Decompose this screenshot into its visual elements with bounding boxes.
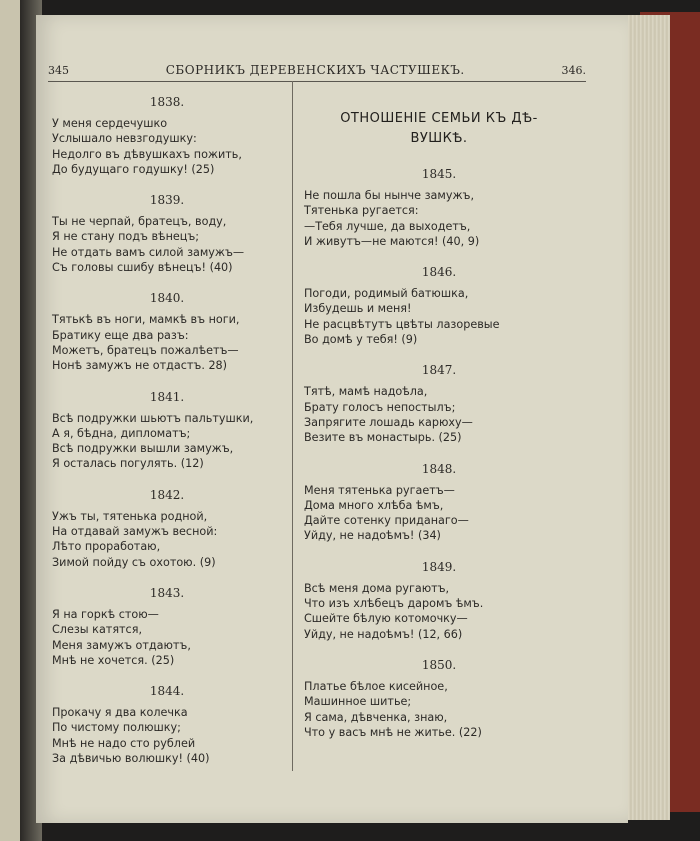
- left-column: [52, 95, 282, 782]
- verse-line: На отдавай замужъ весной:: [52, 525, 218, 539]
- verse-number: 1843.: [149, 585, 185, 600]
- verse-line: Погоди, родимый батюшка,: [304, 287, 469, 301]
- verse-line: Ужъ ты, тятенька родной,: [52, 509, 208, 523]
- verse-line: Всѣ подружки шьютъ пальтушки,: [52, 411, 254, 425]
- page-number-left: 345: [48, 63, 69, 77]
- verse-line: Тятенька ругается:: [304, 204, 419, 218]
- verse-line: Мнѣ не хочется. (25): [52, 653, 175, 667]
- verse-number: 1850.: [421, 657, 457, 672]
- verse-line: Тятькѣ въ ноги, мамкѣ въ ноги,: [52, 313, 240, 327]
- verse-line: Не расцвѣтутъ цвѣты лазоревые: [304, 317, 500, 331]
- verse-line: Брату голосъ непостылъ;: [304, 400, 456, 414]
- running-title: СБОРНИКЪ ДЕРЕВЕНСКИХЪ ЧАСТУШЕКЪ.: [165, 63, 465, 77]
- verse-entry: [304, 167, 574, 249]
- verse-number: 1845.: [421, 167, 457, 181]
- page-header: [48, 59, 586, 82]
- verse-line: Меня замужъ отдаютъ,: [52, 638, 191, 652]
- verse-entry: [52, 95, 282, 177]
- verse-line: Я на горкѣ стою—: [52, 607, 159, 621]
- verse-line: Можетъ, братецъ пожалѣетъ—: [52, 343, 239, 357]
- verse-number: 1840.: [149, 291, 185, 306]
- verse-line: Уйду, не надоѣмъ! (12, 66): [304, 627, 463, 641]
- verse-number: 1842.: [149, 487, 185, 502]
- verse-line: Лѣто проработаю,: [52, 540, 161, 554]
- verse-line: Мнѣ не надо сто рублей: [52, 736, 196, 750]
- verse-line: А я, бѣдна, дипломатъ;: [52, 426, 191, 440]
- verse-line: Избудешь и меня!: [304, 302, 412, 316]
- verse-line: Я сама, дѣвченка, знаю,: [304, 710, 448, 724]
- verse-line: Нонѣ замужъ не отдастъ. 28): [52, 359, 228, 373]
- verse-line: У меня сердечушко: [52, 117, 168, 130]
- verse-line: Всѣ меня дома ругаютъ,: [304, 581, 450, 595]
- verse-line: Запрягите лошадь карюху—: [304, 415, 473, 429]
- verse-line: Услышало невзгодушку:: [52, 132, 197, 146]
- verse-number: 1844.: [149, 684, 185, 699]
- verse-line: Я осталась погулять. (12): [52, 457, 204, 471]
- verse-number: 1847.: [421, 363, 457, 378]
- verse-line: Прокачу я два колечка: [52, 706, 188, 720]
- verse-line: Во домѣ у тебя! (9): [304, 333, 418, 347]
- verse-line: Зимой пойду съ охотою. (9): [52, 555, 216, 569]
- verse-entry: [52, 586, 282, 668]
- verse-line: И живутъ—не маются! (40, 9): [304, 234, 480, 248]
- verse-line: Дома много хлѣба ѣмъ,: [304, 498, 444, 512]
- verse-line: —Тебя лучше, да выходетъ,: [304, 219, 471, 233]
- verse-line: По чистому полюшку;: [52, 721, 181, 735]
- verse-line: Уйду, не надоѣмъ! (34): [304, 529, 441, 543]
- verse-line: Братику еще два разъ:: [52, 328, 189, 342]
- verse-number: 1841.: [149, 389, 185, 404]
- verse-line: За дѣвичью волюшку! (40): [52, 752, 210, 766]
- verse-line: Не пошла бы нынче замужъ,: [304, 189, 475, 202]
- verse-line: Слезы катятся,: [52, 623, 142, 637]
- verse-line: Всѣ подружки вышли замужъ,: [52, 442, 234, 456]
- verse-entry: [52, 193, 282, 275]
- verse-entry: [304, 560, 574, 642]
- verse-line: Платье бѣлое кисейное,: [304, 679, 448, 693]
- verse-line: Сшейте бѣлую котомочку—: [304, 612, 468, 626]
- verse-line: Везите въ монастырь. (25): [304, 431, 462, 445]
- verse-line: Дайте сотенку приданаго—: [304, 514, 469, 528]
- verse-line: Съ головы сшибу вѣнецъ! (40): [52, 261, 233, 275]
- verse-line: Что у васъ мнѣ не житье. (22): [304, 725, 482, 739]
- verse-number: 1846.: [421, 265, 457, 280]
- verse-line: Меня тятенька ругаетъ—: [304, 483, 455, 497]
- verse-entry: [304, 462, 574, 544]
- verse-line: Что изъ хлѣбецъ даромъ ѣмъ.: [304, 597, 484, 611]
- verse-line: Машинное шитье;: [304, 695, 412, 709]
- verse-number: 1838.: [149, 95, 185, 109]
- verse-entry: [52, 684, 282, 766]
- page-number-right: 346.: [561, 63, 586, 77]
- verse-entry: [52, 291, 282, 373]
- verse-entry: [304, 658, 574, 740]
- verse-line: До будущаго годушку! (25): [52, 162, 215, 176]
- right-column: [304, 95, 574, 756]
- verse-line: Не отдать вамъ силой замужъ—: [52, 245, 245, 259]
- book-page: [36, 15, 628, 823]
- verse-line: Недолго въ дѣвушкахъ пожить,: [52, 147, 242, 161]
- column-divider: [292, 81, 293, 771]
- verse-entry: [304, 265, 574, 347]
- verse-entry: [52, 390, 282, 472]
- verse-line: Ты не черпай, братецъ, воду,: [52, 215, 227, 229]
- verse-entry: [52, 488, 282, 570]
- page-block-edge: [625, 15, 670, 820]
- verse-entry: [304, 363, 574, 445]
- verse-line: Тятѣ, мамѣ надоѣла,: [304, 385, 428, 399]
- section-title-line: ОТНОШЕНІЕ СЕМЬИ КЪ ДѢ-: [340, 111, 538, 126]
- section-title-line: ВУШКѢ.: [410, 131, 468, 146]
- verse-number: 1849.: [421, 559, 457, 574]
- verse-number: 1839.: [149, 193, 185, 208]
- verse-line: Я не стану подъ вѣнецъ;: [52, 230, 200, 244]
- verse-number: 1848.: [421, 461, 457, 476]
- section-title: [304, 109, 574, 149]
